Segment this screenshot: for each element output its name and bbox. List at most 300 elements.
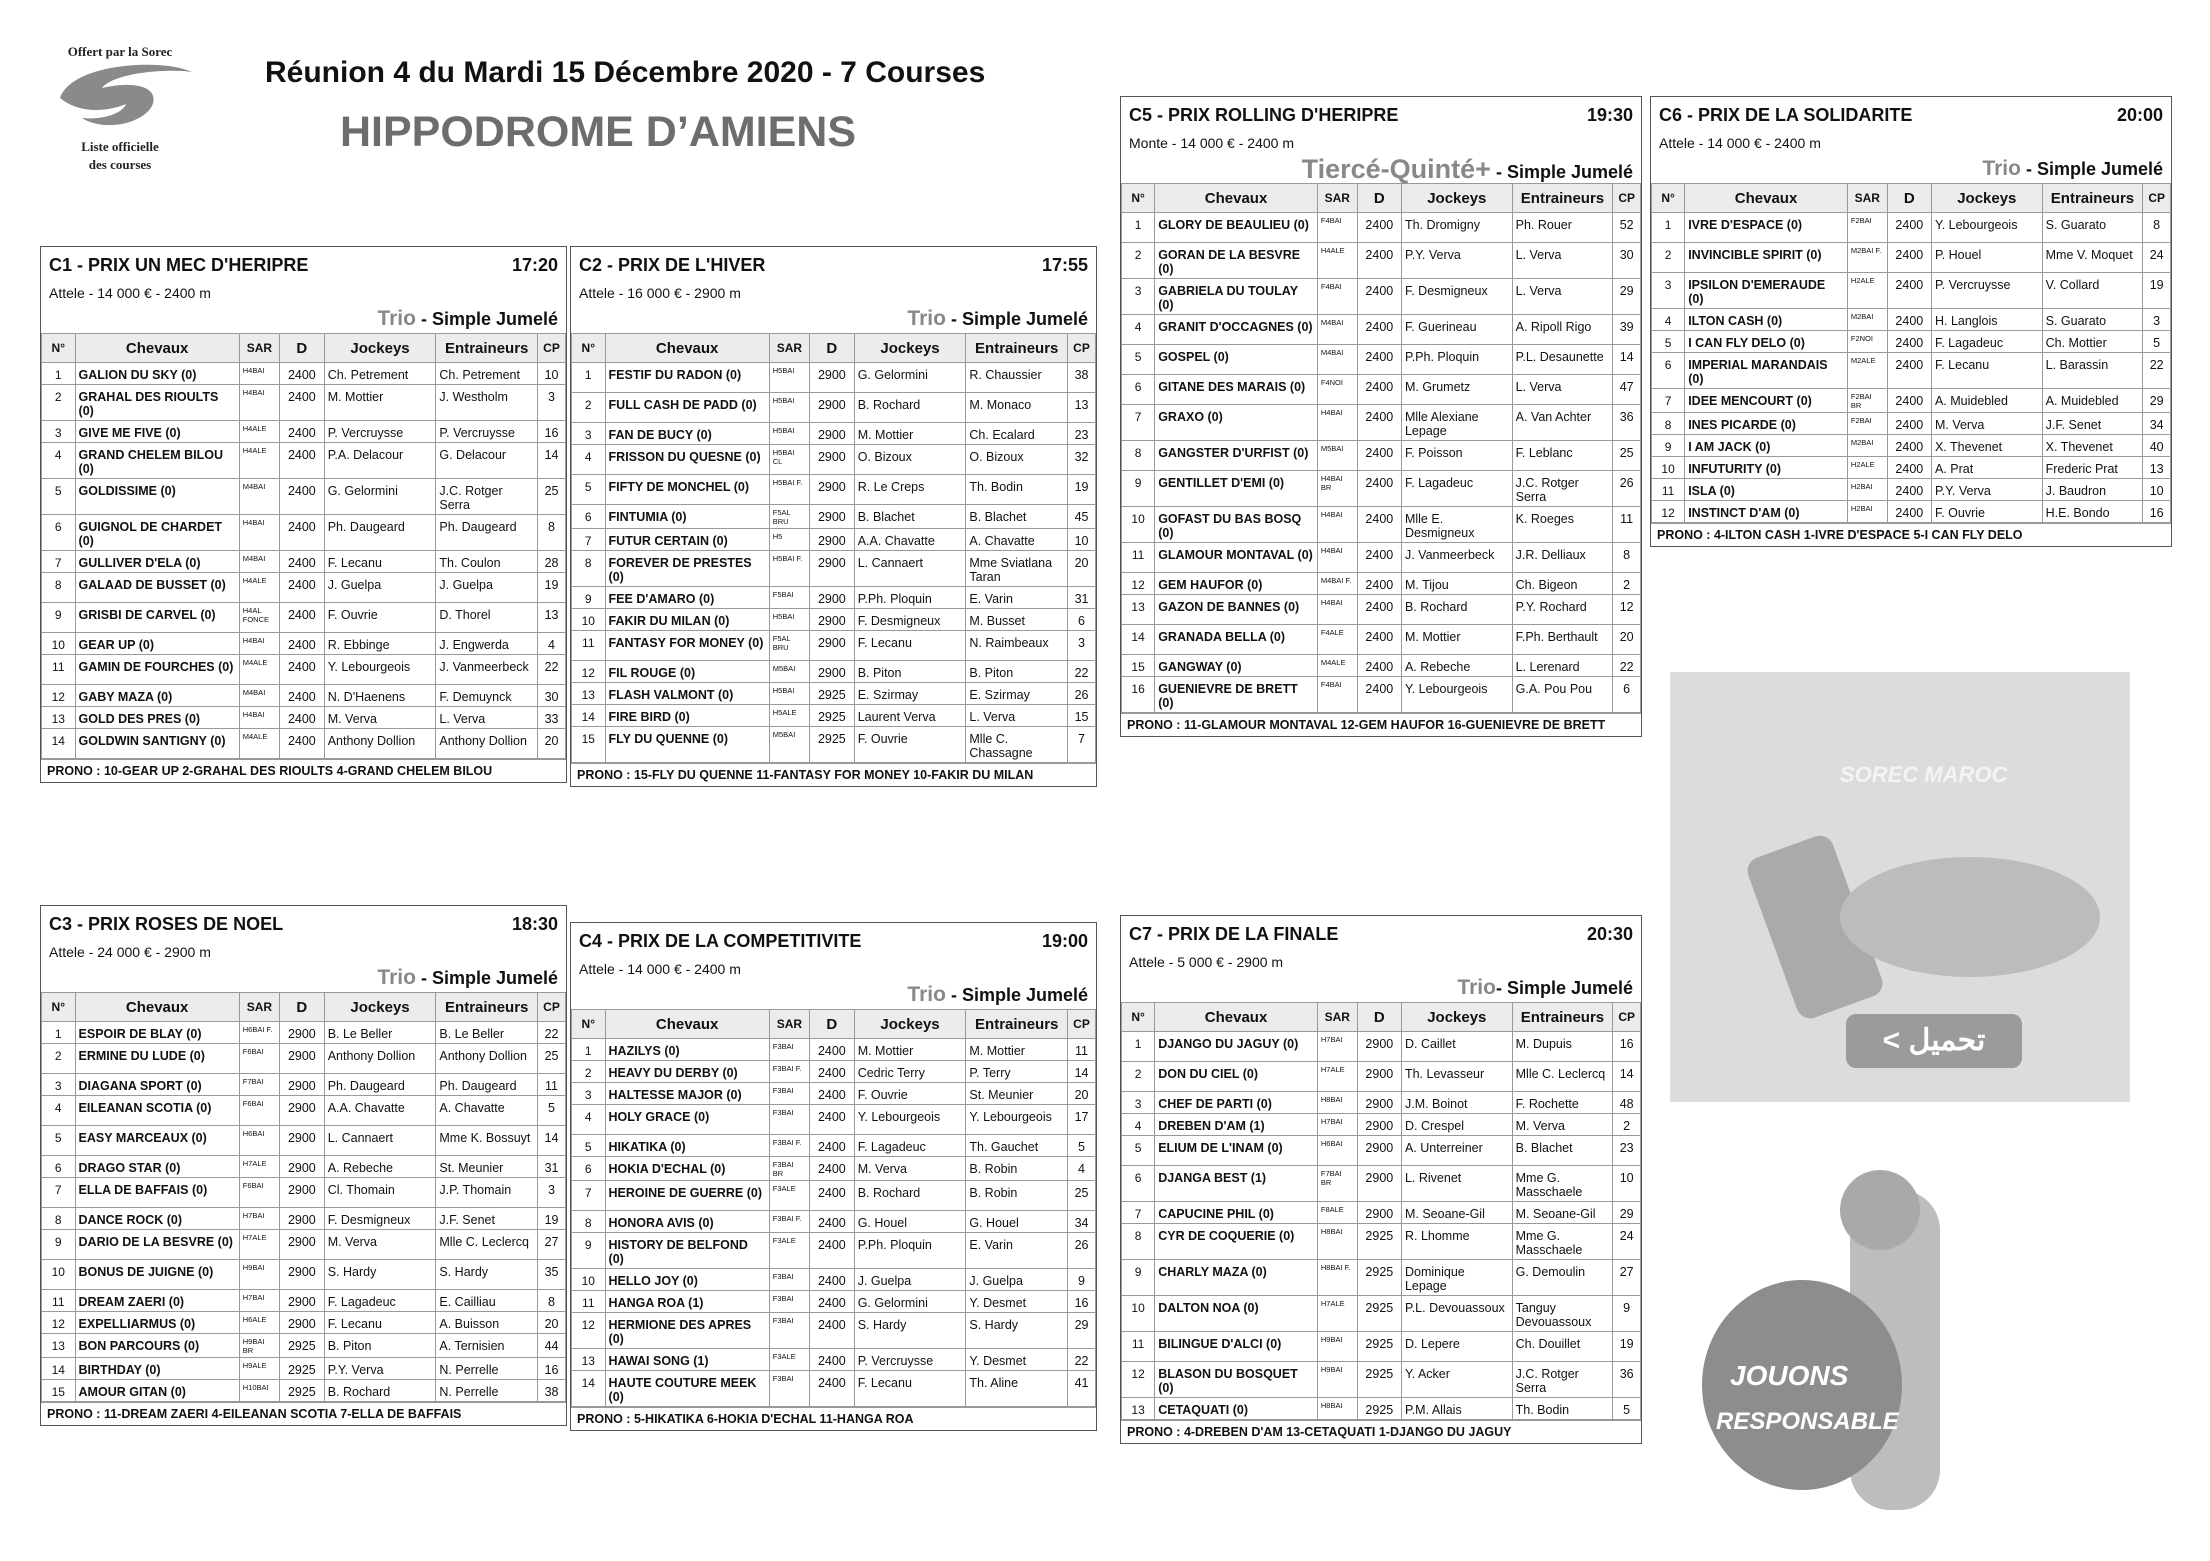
cp-value: 8 [1613,543,1641,573]
download-button[interactable]: < تحميل [1846,1014,2022,1068]
jockey: S. Hardy [324,1260,436,1290]
runners-table [571,1009,1096,1407]
horse-name: I AM JACK (0) [1685,435,1848,457]
horse-name: ISLA (0) [1685,479,1848,501]
runner-number: 10 [572,609,606,631]
cp-value: 52 [1613,213,1641,243]
prono: PRONO : 4-DREBEN D'AM 13-CETAQUATI 1-DJANGO DU JAGUY [1121,1420,1641,1443]
distance: 2925 [1357,1362,1401,1398]
trainer: A. Buisson [436,1312,538,1334]
table-row [572,661,1096,683]
race-card [1120,915,1642,1444]
jockey: Ph. Daugeard [324,515,436,551]
cp-value: 10 [2143,479,2171,501]
cp-value: 16 [1613,1032,1641,1062]
column-header-horse: Chevaux [605,1010,769,1039]
distance: 2925 [1357,1398,1401,1420]
table-row [572,423,1096,445]
table-row [572,587,1096,609]
jockey: M. Tijou [1401,573,1512,595]
distance: 2400 [810,1181,855,1211]
trainer: St. Meunier [966,1083,1068,1105]
jockey: A.A. Chavatte [854,529,966,551]
table-row [572,705,1096,727]
column-header-jockey: Jockeys [1401,1003,1512,1032]
runner-number: 6 [1652,353,1685,389]
cp-value: 8 [538,1290,566,1312]
jockey: M. Mottier [324,385,436,421]
cp-value: 15 [1068,705,1096,727]
trainer: L. Verva [1512,243,1613,279]
horse-sar: H9BAI [239,1260,279,1290]
distance: 2400 [1887,389,1931,413]
table-row [1122,1362,1641,1398]
cp-value: 30 [538,685,566,707]
horse-sar: H5BAI F. [769,475,809,505]
table-row [42,603,566,633]
table-row [1652,479,2171,501]
column-header-jockey: Jockeys [1931,184,2042,213]
column-header-num: N° [572,334,606,363]
horse-sar: M4ALE [239,655,279,685]
cp-value: 20 [1613,625,1641,655]
distance: 2400 [810,1349,855,1371]
race-conditions: Attele - 24 000 € - 2900 m [49,944,211,960]
distance: 2925 [280,1380,325,1402]
horse-name: HEAVY DU DERBY (0) [605,1061,769,1083]
horse-sar: F4NOI [1317,375,1357,405]
horse-sar: H2ALE [1847,273,1887,309]
trainer: O. Bizoux [966,445,1068,475]
runner-number: 7 [42,1178,76,1208]
trainer: S. Hardy [966,1313,1068,1349]
cp-value: 27 [1613,1260,1641,1296]
trainer: Ph. Daugeard [436,1074,538,1096]
horse-name: IMPERIAL MARANDAIS (0) [1685,353,1848,389]
horse-sar: F4BAI [1317,279,1357,315]
horse-name: GOLDWIN SANTIGNY (0) [75,729,239,759]
table-row [42,729,566,759]
horse-name: DJANGO DU JAGUY (0) [1155,1032,1318,1062]
table-row [1122,507,1641,543]
prono: PRONO : 4-ILTON CASH 1-IVRE D'ESPACE 5-I CAN FLY DELO [1651,523,2171,546]
runner-number: 15 [42,1380,76,1402]
horse-head-icon [42,58,198,138]
prono: PRONO : 15-FLY DU QUENNE 11-FANTASY FOR MONEY 10-FAKIR DU MILAN [571,763,1096,786]
cp-value: 26 [1613,471,1641,507]
horse-sar: H8BAI F. [1317,1260,1357,1296]
jockey: G. Gelormini [324,479,436,515]
bet-tag: Trio [907,307,946,330]
distance: 2925 [1357,1260,1401,1296]
cp-value: 38 [1068,363,1096,393]
race-time: 18:30 [511,914,558,934]
cp-value: 4 [1068,1157,1096,1181]
horse-sar: H6BAI F. [239,1022,279,1044]
runner-number: 8 [572,1211,606,1233]
distance: 2900 [280,1074,325,1096]
race-header [1651,97,2171,133]
distance: 2400 [1887,331,1931,353]
runner-number: 13 [572,683,606,705]
runner-number: 9 [572,1233,606,1269]
table-row [1122,315,1641,345]
runner-number: 7 [42,551,76,573]
horse-sar: H7BAI [239,1290,279,1312]
trainer: J.P. Thomain [436,1178,538,1208]
jockey: F. Lagadeuc [854,1135,966,1157]
horse-name: GORAN DE LA BESVRE (0) [1155,243,1318,279]
horse-sar: F6BAI [239,1178,279,1208]
trainer: Mme G. Masschaele [1512,1224,1613,1260]
runner-number: 14 [42,729,76,759]
horse-name: IDEE MENCOURT (0) [1685,389,1848,413]
horse-name: CYR DE COQUERIE (0) [1155,1224,1318,1260]
table-row [1122,625,1641,655]
distance: 2400 [1887,243,1931,273]
table-row [1652,457,2171,479]
table-row [42,1230,566,1260]
jockey: Anthony Dollion [324,1044,436,1074]
runner-number: 4 [42,443,76,479]
jockey: F. Desmigneux [854,609,966,631]
race-name: PRIX DE L'HIVER [618,255,766,275]
cp-value: 11 [1613,507,1641,543]
table-row [1122,677,1641,713]
column-header-sar: SAR [239,334,279,363]
horse-name: FESTIF DU RADON (0) [605,363,769,393]
race-conditions: Monte - 14 000 € - 2400 m [1129,135,1294,151]
runner-number: 8 [1652,413,1685,435]
distance: 2400 [1887,479,1931,501]
bet-tag: Trio [1457,976,1496,999]
runner-number: 9 [572,587,606,609]
trainer: E. Szirmay [966,683,1068,705]
distance: 2900 [1357,1092,1401,1114]
trainer: F. Demuynck [436,685,538,707]
horse-name: INFUTURITY (0) [1685,457,1848,479]
jockey: B. Piton [854,661,966,683]
cp-value: 20 [538,729,566,759]
horse-name: CHARLY MAZA (0) [1155,1260,1318,1296]
column-header-jockey: Jockeys [324,334,436,363]
cp-value: 19 [538,573,566,603]
horse-name: DANCE ROCK (0) [75,1208,239,1230]
horse-name: FLY DU QUENNE (0) [605,727,769,763]
horse-sar: H2ALE [1847,457,1887,479]
cp-value: 28 [538,551,566,573]
table-row [572,1211,1096,1233]
runner-number: 3 [1122,279,1155,315]
table-row [42,1126,566,1156]
horse-sar: F3BAI [769,1105,809,1135]
table-row [1122,1062,1641,1092]
prono: PRONO : 11-GLAMOUR MONTAVAL 12-GEM HAUFOR 16-GUENIEVRE DE BRETT [1121,713,1641,736]
horse-name: FIFTY DE MONCHEL (0) [605,475,769,505]
trainer: Th. Bodin [1512,1398,1613,1420]
horse-sar: H7ALE [1317,1062,1357,1092]
bet-types [1121,153,1641,183]
table-row [572,1233,1096,1269]
bet-rest: Simple Jumelé [431,968,558,988]
cp-value: 39 [1613,315,1641,345]
cp-value: 44 [538,1334,566,1358]
horse-name: FAKIR DU MILAN (0) [605,609,769,631]
page-title: Réunion 4 du Mardi 15 Décembre 2020 - 7 Courses [265,56,986,89]
bet-sep: - [945,985,962,1005]
table-row [1122,1202,1641,1224]
horse-name: BONUS DE JUIGNE (0) [75,1260,239,1290]
race-name: PRIX DE LA SOLIDARITE [1698,105,1913,125]
runner-number: 5 [1122,345,1155,375]
race-card [1120,96,1642,737]
distance: 2900 [280,1156,325,1178]
cp-value: 24 [2143,243,2171,273]
runner-number: 14 [572,705,606,727]
cp-value: 9 [1613,1296,1641,1332]
cp-value: 11 [538,1074,566,1096]
jockey: F. Desmigneux [1401,279,1512,315]
jockey: L. Cannaert [324,1126,436,1156]
table-header-row [1122,1003,1641,1032]
table-row [572,631,1096,661]
jockey: A. Muidebled [1931,389,2042,413]
trainer: L. Barassin [2042,353,2143,389]
race-time: 20:30 [1586,924,1633,944]
trainer: Anthony Dollion [436,1044,538,1074]
trainer: Ch. Petrement [436,363,538,385]
table-row [42,385,566,421]
jockey: R. Le Creps [854,475,966,505]
distance: 2400 [810,1135,855,1157]
horse-sar: H4ALE [1317,243,1357,279]
horse-name: HALTESSE MAJOR (0) [605,1083,769,1105]
cp-value: 17 [1068,1105,1096,1135]
cp-value: 5 [2143,331,2171,353]
horse-sar: H7ALE [1317,1296,1357,1332]
trainer: B. Blachet [966,505,1068,529]
horse-sar: F5AL BRU [769,505,809,529]
horse-sar: F3BAI [769,1291,809,1313]
table-row [572,1061,1096,1083]
runner-number: 2 [1122,1062,1155,1092]
bet-rest: Simple Jumelé [1506,162,1633,182]
jockey: A. Prat [1931,457,2042,479]
runner-number: 12 [42,1312,76,1334]
runner-number: 5 [1652,331,1685,353]
horse-name: GITANE DES MARAIS (0) [1155,375,1318,405]
column-header-trainer: Entraineurs [966,1010,1068,1039]
horse-sar: H5 [769,529,809,551]
distance: 2400 [280,685,325,707]
distance: 2900 [1357,1062,1401,1092]
horse-name: GOLDISSIME (0) [75,479,239,515]
table-row [572,1083,1096,1105]
horse-name: EILEANAN SCOTIA (0) [75,1096,239,1126]
horse-sar: H8BAI [1317,1224,1357,1260]
bet-sep: - [1495,978,1507,998]
race-code: C6 - [1659,105,1694,125]
trainer: N. Perrelle [436,1358,538,1380]
column-header-num: N° [572,1010,606,1039]
trainer: G. Delacour [436,443,538,479]
table-row [42,363,566,385]
jockey: M. Mottier [854,423,966,445]
trainer: J. Engwerda [436,633,538,655]
horse-sar: F2BAI [1847,413,1887,435]
table-row [42,633,566,655]
jockey: A. Rebeche [1401,655,1512,677]
runner-number: 11 [1652,479,1685,501]
runner-number: 7 [572,529,606,551]
horse-name: IVRE D'ESPACE (0) [1685,213,1848,243]
race-time: 17:20 [511,255,558,275]
table-row [1122,595,1641,625]
trainer: Ph. Daugeard [436,515,538,551]
distance: 2400 [1887,273,1931,309]
trainer: Ch. Ecalard [966,423,1068,445]
cp-value: 7 [1068,727,1096,763]
bet-sep: - [415,968,432,988]
table-row [42,421,566,443]
race-conditions: Attele - 14 000 € - 2400 m [1659,135,1821,151]
column-header-trainer: Entraineurs [2042,184,2143,213]
horse-name: INES PICARDE (0) [1685,413,1848,435]
jockey: M. Verva [1931,413,2042,435]
distance: 2400 [810,1083,855,1105]
trainer: Th. Coulon [436,551,538,573]
table-row [42,1022,566,1044]
horse-sar: M4BAI F. [1317,573,1357,595]
jockey: M. Seoane-Gil [1401,1202,1512,1224]
runner-number: 2 [1122,243,1155,279]
jockey: F. Lagadeuc [324,1290,436,1312]
table-row [572,1039,1096,1061]
cp-value: 19 [1068,475,1096,505]
table-row [42,685,566,707]
horse-name: GRISBI DE CARVEL (0) [75,603,239,633]
runner-number: 11 [1122,543,1155,573]
jockey: M. Verva [854,1157,966,1181]
cp-value: 33 [538,707,566,729]
jockey: F. Lecanu [324,551,436,573]
jockey: F. Desmigneux [324,1208,436,1230]
horse-sar: H4BAI [239,363,279,385]
jockey: F. Guerineau [1401,315,1512,345]
horse-sar: M4BAI [239,551,279,573]
horse-sar: F7BAI [239,1074,279,1096]
jockey: P. Houel [1931,243,2042,273]
horse-name: GRAHAL DES RIOULTS (0) [75,385,239,421]
jockey: M. Grumetz [1401,375,1512,405]
horse-name: GABRIELA DU TOULAY (0) [1155,279,1318,315]
distance: 2925 [1357,1332,1401,1362]
runner-number: 2 [42,385,76,421]
cp-value: 20 [1068,551,1096,587]
bet-rest: Simple Jumelé [961,309,1088,329]
bet-sep: - [415,309,432,329]
trainer: A. Ripoll Rigo [1512,315,1613,345]
race-header [41,906,566,942]
column-header-jockey: Jockeys [324,993,436,1022]
horse-name: I CAN FLY DELO (0) [1685,331,1848,353]
race-card [570,246,1097,787]
trainer: Mlle C. Leclercq [436,1230,538,1260]
horse-sar: F3BAI BR [769,1157,809,1181]
cp-value: 40 [2143,435,2171,457]
distance: 2900 [810,505,855,529]
table-row [42,479,566,515]
jockey: F. Poisson [1401,441,1512,471]
trainer: A. Van Achter [1512,405,1613,441]
horse-sar: H4BAI [1317,543,1357,573]
column-header-trainer: Entraineurs [966,334,1068,363]
horse-sar: M4BAI [239,685,279,707]
column-header-sar: SAR [1847,184,1887,213]
distance: 2900 [280,1290,325,1312]
jockey: P.Y. Verva [1401,243,1512,279]
runner-number: 15 [572,727,606,763]
table-row [1122,405,1641,441]
column-header-num: N° [1652,184,1685,213]
trainer: Th. Gauchet [966,1135,1068,1157]
runner-number: 4 [42,1096,76,1126]
jockey: F. Ouvrie [854,727,966,763]
table-row [1652,501,2171,523]
horse-sar: H4BAI [239,633,279,655]
jockey: Y. Lebourgeois [1931,213,2042,243]
distance: 2400 [1887,435,1931,457]
distance: 2400 [280,603,325,633]
trainer: L. Verva [1512,279,1613,315]
trainer: E. Cailliau [436,1290,538,1312]
trainer: N. Raimbeaux [966,631,1068,661]
cp-value: 22 [1613,655,1641,677]
jockey: D. Crespel [1401,1114,1512,1136]
distance: 2925 [1357,1296,1401,1332]
trainer: Y. Lebourgeois [966,1105,1068,1135]
horse-name: HAWAI SONG (1) [605,1349,769,1371]
cp-value: 13 [2143,457,2171,479]
cp-value: 3 [538,385,566,421]
runner-number: 14 [42,1358,76,1380]
race-code: C1 - [49,255,84,275]
horse-name: FIRE BIRD (0) [605,705,769,727]
horse-name: FULL CASH DE PADD (0) [605,393,769,423]
table-row [1122,1398,1641,1420]
jockey: D. Lepere [1401,1332,1512,1362]
table-row [572,609,1096,631]
runner-number: 6 [572,505,606,529]
horse-sar: H4BAI BR [1317,471,1357,507]
sorec-app-promo[interactable] [1670,672,2130,1102]
distance: 2400 [810,1371,855,1407]
horse-name: GLAMOUR MONTAVAL (0) [1155,543,1318,573]
table-row [1122,471,1641,507]
column-header-horse: Chevaux [1155,184,1318,213]
column-header-sar: SAR [239,993,279,1022]
trainer: St. Meunier [436,1156,538,1178]
horse-name: ILTON CASH (0) [1685,309,1848,331]
cp-value: 34 [1068,1211,1096,1233]
column-header-dist: D [1357,184,1401,213]
race-code: C4 - [579,931,614,951]
runner-number: 7 [1122,405,1155,441]
horse-name: GUIGNOL DE CHARDET (0) [75,515,239,551]
race-code: C3 - [49,914,84,934]
horse-name: GLORY DE BEAULIEU (0) [1155,213,1318,243]
runner-number: 4 [572,445,606,475]
